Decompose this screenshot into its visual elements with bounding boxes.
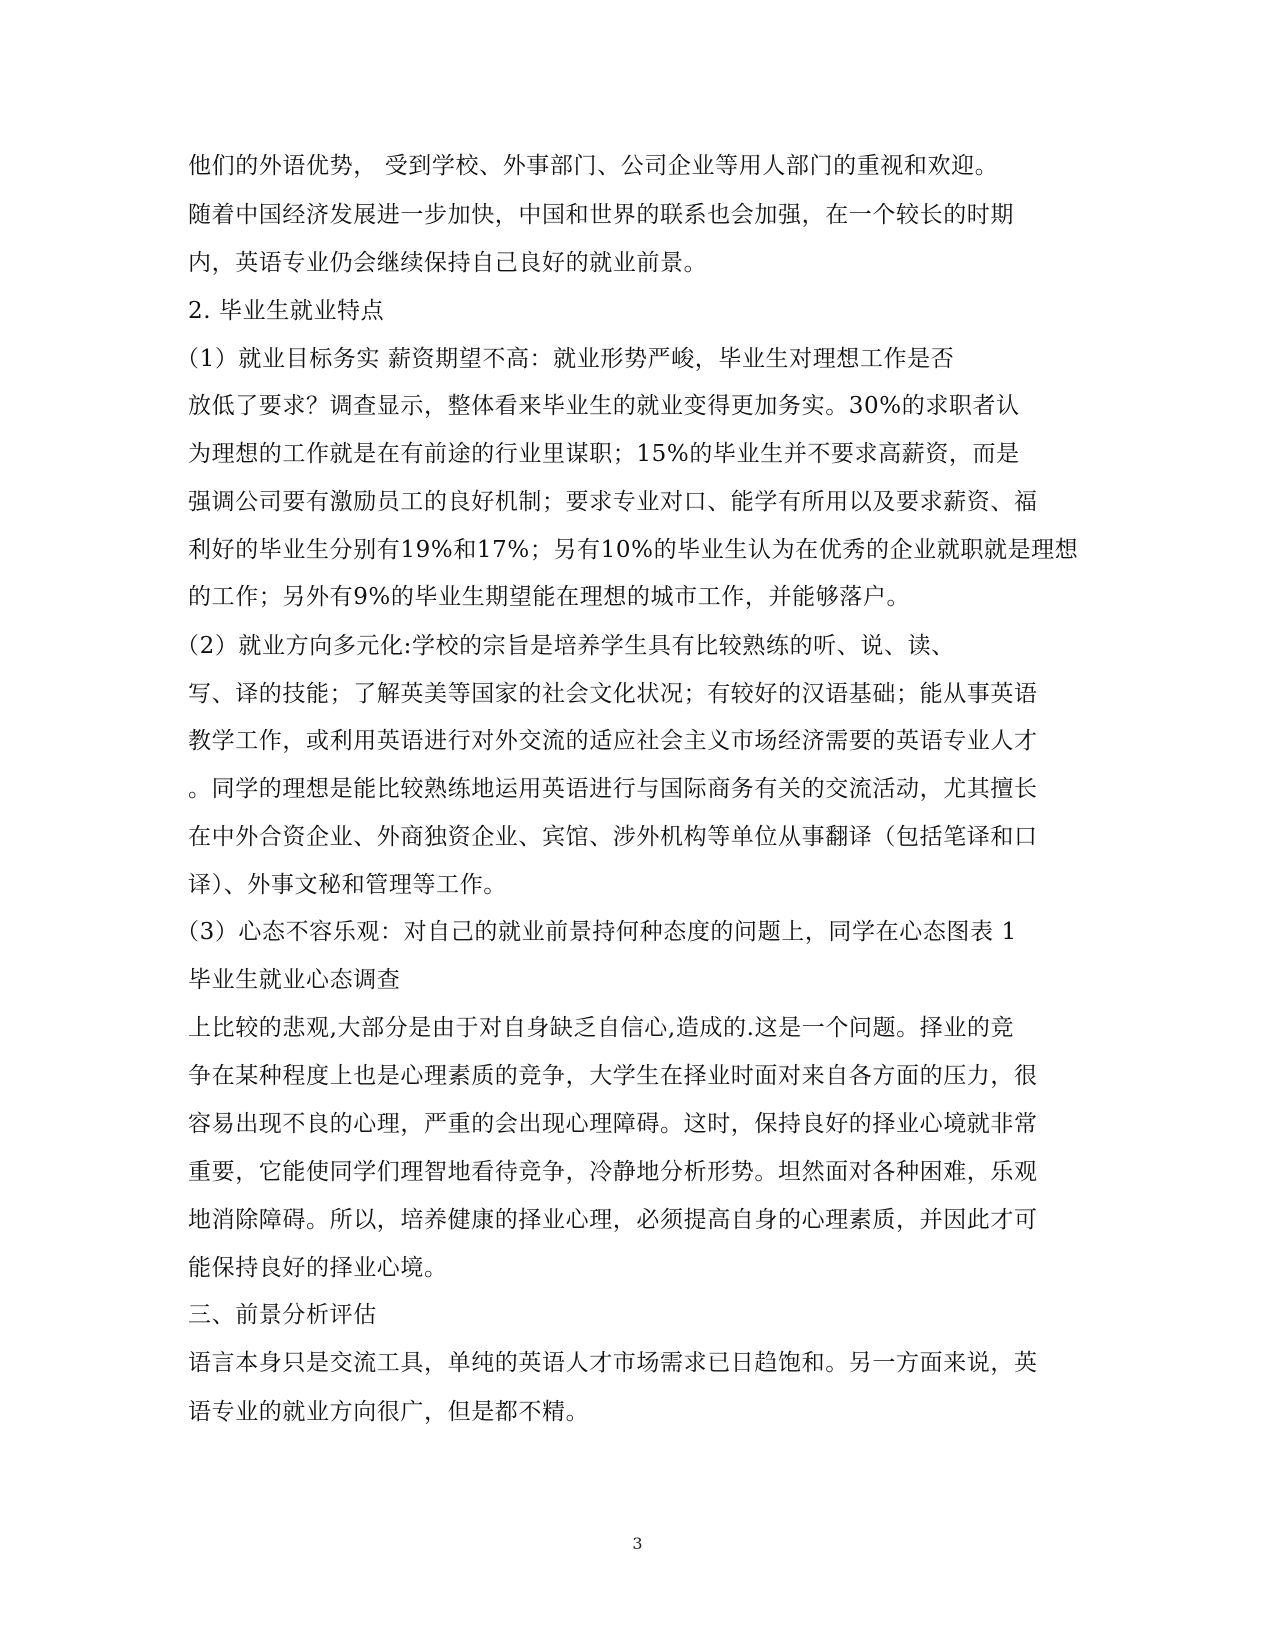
body-text-line: （2）就业方向多元化:学校的宗旨是培养学生具有比较熟练的听、说、读、 [176, 633, 955, 659]
body-text-line: 地消除障碍。所以，培养健康的择业心理，必须提高自身的心理素质，并因此才可 [188, 1207, 1038, 1233]
body-text-line: 重要，它能使同学们理智地看待竞争，冷静地分析形势。坦然面对各种困难，乐观 [188, 1159, 1038, 1185]
body-text-line: 译）、外事文秘和管理等工作。 [188, 872, 507, 898]
section-heading: 三、前景分析评估 [188, 1302, 377, 1328]
body-text-line: 内，英语专业仍会继续保持自己良好的就业前景。 [188, 250, 708, 276]
body-text-line: 他们的外语优势， 受到学校、外事部门、公司企业等用人部门的重视和欢迎。 [188, 153, 999, 179]
body-text-line: 写、译的技能；了解英美等国家的社会文化状况；有较好的汉语基础；能从事英语 [188, 681, 1038, 707]
body-text-line: 争在某种程度上也是心理素质的竞争，大学生在择业时面对来自各方面的压力，很 [188, 1063, 1038, 1089]
body-text-line: 的工作；另外有9%的毕业生期望能在理想的城市工作，并能够落户。 [188, 584, 911, 610]
body-text-line: 利好的毕业生分别有19%和17%；另有10%的毕业生认为在优秀的企业就职就是理想 [188, 537, 1079, 563]
body-text-line: 容易出现不良的心理，严重的会出现心理障碍。这时，保持良好的择业心境就非常 [188, 1111, 1038, 1137]
body-text-line: 上比较的悲观,大部分是由于对自身缺乏自信心,造成的.这是一个问题。择业的竞 [188, 1015, 1015, 1041]
body-text-line: 。同学的理想是能比较熟练地运用英语进行与国际商务有关的交流活动，尤其擅长 [188, 776, 1038, 802]
body-text-line: 在中外合资企业、外商独资企业、宾馆、涉外机构等单位从事翻译（包括笔译和口 [188, 824, 1038, 850]
body-text-line: 能保持良好的择业心境。 [188, 1255, 448, 1281]
body-text-line: 语言本身只是交流工具，单纯的英语人才市场需求已日趋饱和。另一方面来说，英 [188, 1350, 1038, 1376]
body-text-line: 放低了要求？调查显示，整体看来毕业生的就业变得更加务实。30%的求职者认 [188, 393, 1020, 419]
page-number: 3 [632, 1534, 643, 1553]
body-text-line: 随着中国经济发展进一步加快，中国和世界的联系也会加强，在一个较长的时期 [188, 202, 1014, 228]
body-text-line: （3）心态不容乐观：对自己的就业前景持何种态度的问题上，同学在心态图表 1 [176, 919, 1017, 945]
body-text-line: （1）就业目标务实 薪资期望不高：就业形势严峻，毕业生对理想工作是否 [176, 346, 955, 372]
body-text-line: 毕业生就业心态调查 [188, 967, 401, 993]
section-heading: 2. 毕业生就业特点 [188, 298, 385, 324]
body-text-line: 教学工作，或利用英语进行对外交流的适应社会主义市场经济需要的英语专业人才 [188, 728, 1038, 754]
body-text-line: 为理想的工作就是在有前途的行业里谋职；15%的毕业生并不要求高薪资，而是 [188, 441, 1020, 467]
body-text-line: 强调公司要有激励员工的良好机制；要求专业对口、能学有所用以及要求薪资、福 [188, 489, 1038, 515]
body-text-line: 语专业的就业方向很广，但是都不精。 [188, 1399, 590, 1425]
